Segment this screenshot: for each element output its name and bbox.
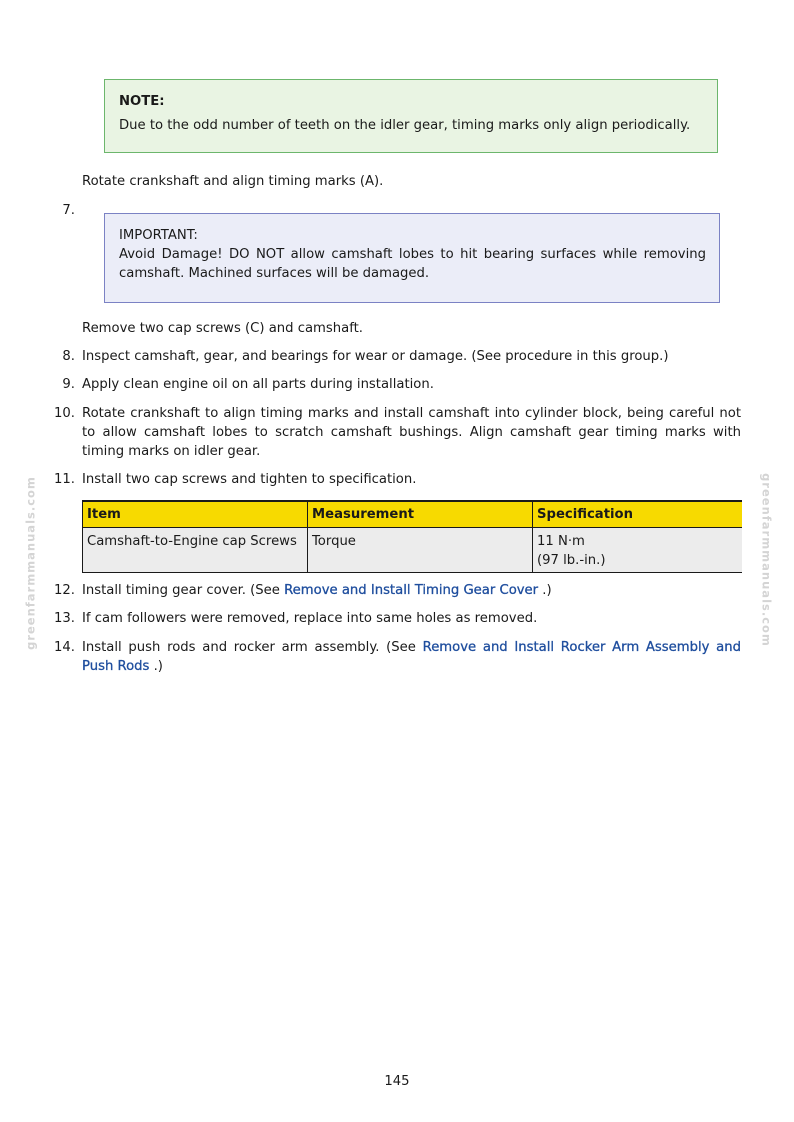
step-number-7: 7. bbox=[62, 203, 75, 218]
step12-suffix: .) bbox=[538, 583, 552, 598]
header-specification: Specification bbox=[533, 501, 743, 528]
step-number-11: 11. bbox=[54, 472, 75, 487]
watermark-right: greenfarmmanuals.com bbox=[759, 473, 774, 647]
step-number-12: 12. bbox=[54, 583, 75, 598]
step-text-14 bbox=[82, 638, 741, 676]
note-box bbox=[104, 79, 718, 153]
step-text-8: Inspect camshaft, gear, and bearings for wear or damage. (See procedure in this group.) bbox=[82, 349, 669, 364]
watermark-left: greenfarmmanuals.com bbox=[23, 476, 38, 650]
rotate-crankshaft-text: Rotate crankshaft and align timing marks (A). bbox=[82, 174, 384, 189]
step-text-13: If cam followers were removed, replace into same holes as removed. bbox=[82, 611, 538, 626]
step-number-8: 8. bbox=[62, 349, 75, 364]
spec-value-metric: 11 N·m bbox=[537, 534, 585, 549]
page-number: 145 bbox=[384, 1074, 410, 1089]
cell-specification bbox=[533, 528, 743, 573]
step-number-14: 14. bbox=[54, 640, 75, 655]
step-number-10: 10. bbox=[54, 406, 75, 421]
step-number-9: 9. bbox=[62, 377, 75, 392]
note-text: Due to the odd number of teeth on the idler gear, timing marks only align periodically. bbox=[119, 118, 691, 133]
step-text-9: Apply clean engine oil on all parts during installation. bbox=[82, 377, 434, 392]
cell-measurement: Torque bbox=[308, 528, 533, 573]
step12-prefix: Install timing gear cover. (See bbox=[82, 583, 285, 598]
important-text: Avoid Damage! DO NOT allow camshaft lobes to hit bearing surfaces while removing camshaft. Machined surfaces will be damaged. bbox=[119, 247, 706, 281]
important-box bbox=[104, 213, 720, 303]
header-item: Item bbox=[83, 501, 308, 528]
step14-prefix: Install push rods and rocker arm assembly. (See bbox=[82, 640, 423, 655]
step14-suffix: .) bbox=[149, 659, 163, 674]
note-label: NOTE: bbox=[119, 94, 165, 109]
remove-cap-screws-text: Remove two cap screws (C) and camshaft. bbox=[82, 321, 363, 336]
step-text-11: Install two cap screws and tighten to specification. bbox=[82, 472, 417, 487]
timing-gear-cover-link[interactable]: Remove and Install Timing Gear Cover bbox=[284, 583, 539, 598]
spec-table-header-row bbox=[83, 501, 743, 528]
cell-item: Camshaft-to-Engine cap Screws bbox=[83, 528, 308, 573]
step-number-13: 13. bbox=[54, 611, 75, 626]
important-label: IMPORTANT: bbox=[119, 228, 198, 243]
rocker-arm-assembly-link[interactable]: Remove and Install Rocker Arm Assembly and Push Rods bbox=[82, 640, 741, 674]
spec-value-imperial: (97 lb.-in.) bbox=[537, 553, 606, 568]
step-text-12 bbox=[82, 581, 741, 600]
spec-table bbox=[82, 500, 742, 573]
table-row bbox=[83, 528, 743, 573]
step-text-10: Rotate crankshaft to align timing marks and install camshaft into cylinder block, being careful not to allow camshaft lobes to scratch camshaft bushings. Align camshaft gear timing marks with timing marks on idler gear. bbox=[82, 406, 741, 459]
header-measurement: Measurement bbox=[308, 501, 533, 528]
